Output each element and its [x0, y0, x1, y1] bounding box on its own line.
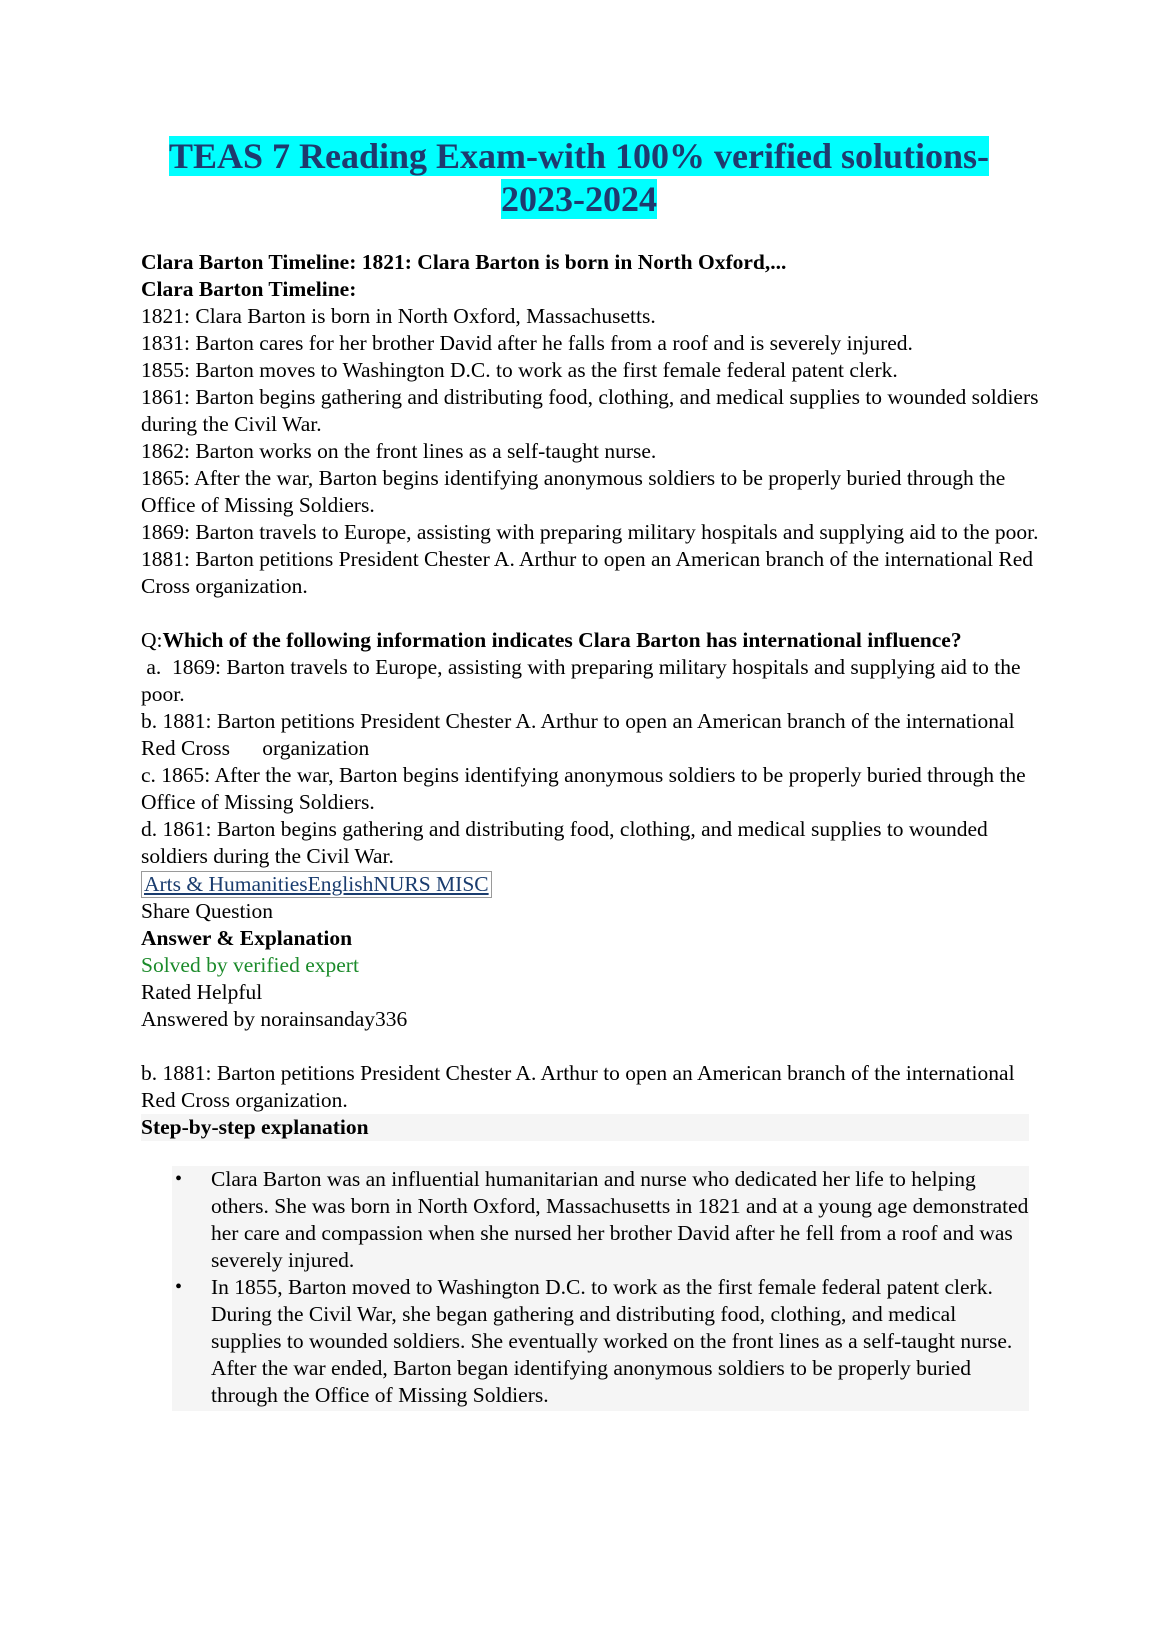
content: [141, 249, 1041, 1411]
solved-badge: Solved by verified expert: [141, 953, 359, 977]
explanation-list: [172, 1166, 1029, 1411]
question-prefix: Q:: [141, 628, 163, 652]
subject-tags-link[interactable]: Arts & HumanitiesEnglishNURS MISC: [141, 871, 492, 898]
explanation-item: • Clara Barton was an influential humanitarian and nurse who dedicated her life to helping others. She was born in North Oxford, Massachusetts in 1821 and at a young age demonstrated her care and compassion when she nursed her brother David after he fell from a roof and was severely injured.: [172, 1166, 1029, 1274]
rated-helpful: Rated Helpful: [141, 980, 263, 1004]
question-text: Which of the following information indicates Clara Barton has international influence?: [162, 628, 962, 652]
timeline-title: Clara Barton Timeline:: [141, 277, 357, 301]
title-line-1: TEAS 7 Reading Exam-with 100% verified solutions-: [168, 136, 990, 176]
answer-explanation-heading: Answer & Explanation: [141, 926, 353, 950]
timeline-entry: 1861: Barton begins gathering and distributing food, clothing, and medical supplies to wounded soldiers during the Civil War.: [141, 385, 1039, 436]
share-question-link[interactable]: Share Question: [141, 899, 273, 923]
timeline-entry: 1855: Barton moves to Washington D.C. to work as the first female federal patent clerk.: [141, 358, 898, 382]
timeline-list: [141, 303, 1041, 600]
timeline-entry: 1862: Barton works on the front lines as a self-taught nurse.: [141, 439, 657, 463]
option-b: b. 1881: Barton petitions President Chester A. Arthur to open an American branch of the international Red Cross organization: [141, 709, 1020, 760]
answered-by: Answered by norainsanday336: [141, 1007, 408, 1031]
option-a: a. 1869: Barton travels to Europe, assisting with preparing military hospitals and supplying aid to the poor.: [141, 655, 1026, 706]
option-d: d. 1861: Barton begins gathering and distributing food, clothing, and medical supplies to wounded soldiers during the Civil War.: [141, 817, 988, 868]
question: [141, 627, 1041, 654]
explanation-item: • In 1855, Barton moved to Washington D.C. to work as the first female federal patent clerk. During the Civil War, she began gathering and distributing food, clothing, and medical supplies to wounded soldiers. She eventually worked on the front lines as a self-taught nurse. After the war ended, Barton began identifying anonymous soldiers to be properly buried through the Office of Missing Soldiers.: [172, 1274, 1029, 1409]
explanation-heading: Step-by-step explanation: [141, 1114, 1029, 1141]
timeline-entry: 1831: Barton cares for her brother David after he falls from a roof and is severely injured.: [141, 331, 913, 355]
timeline-entry: 1869: Barton travels to Europe, assisting with preparing military hospitals and supplying aid to the poor.: [141, 520, 1039, 544]
option-c: c. 1865: After the war, Barton begins identifying anonymous soldiers to be properly buried through the Office of Missing Soldiers.: [141, 763, 1026, 814]
answer-options: [141, 654, 1041, 870]
title-line-2: 2023-2024: [501, 179, 657, 219]
final-answer: b. 1881: Barton petitions President Chester A. Arthur to open an American branch of the international Red Cross organization.: [141, 1061, 1015, 1112]
question-heading: Clara Barton Timeline: 1821: Clara Barton is born in North Oxford,...: [141, 250, 787, 274]
timeline-entry: 1821: Clara Barton is born in North Oxford, Massachusetts.: [141, 304, 656, 328]
page-title: [0, 135, 1158, 221]
timeline-entry: 1881: Barton petitions President Chester A. Arthur to open an American branch of the international Red Cross organization.: [141, 547, 1034, 598]
timeline-entry: 1865: After the war, Barton begins identifying anonymous soldiers to be properly buried through the Office of Missing Soldiers.: [141, 466, 1006, 517]
